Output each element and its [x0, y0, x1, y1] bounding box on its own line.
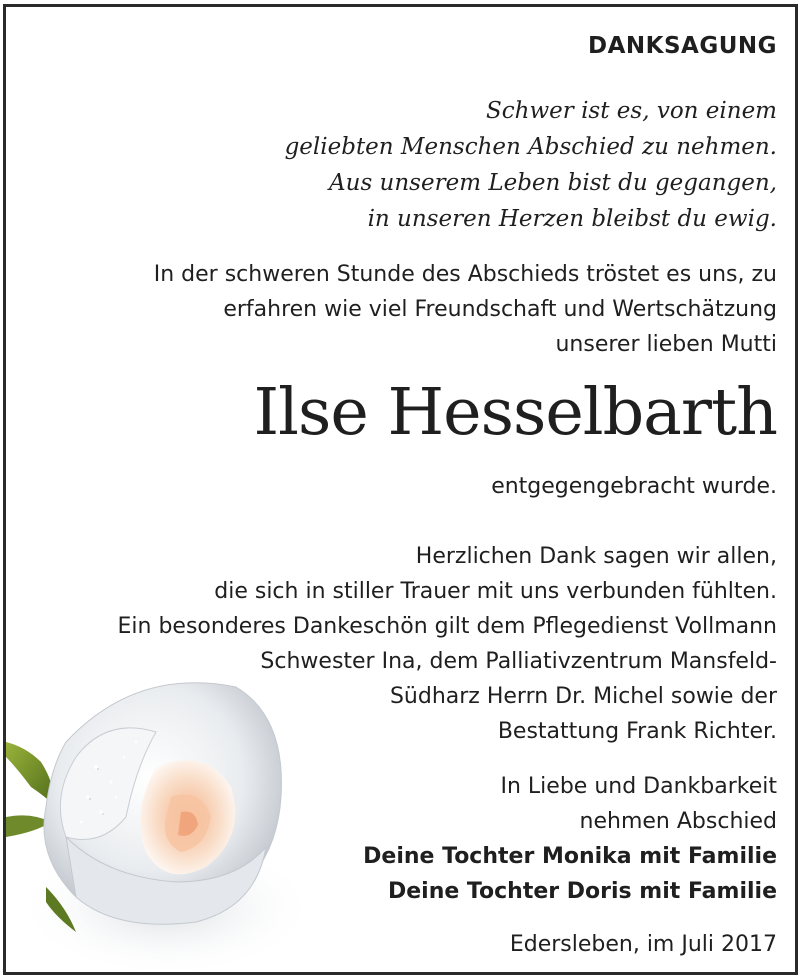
intro-line: In der schweren Stunde des Abschieds tröstet es uns, zu — [153, 262, 777, 287]
obituary-frame — [3, 4, 798, 975]
thanks-line: Ein besonderes Dankeschön gilt dem Pflegedienst Vollmann — [117, 614, 777, 639]
thanks-line: Herzlichen Dank sagen wir allen, — [415, 544, 777, 569]
intro-line: erfahren wie viel Freundschaft und Wertschätzung — [223, 297, 777, 322]
intro-paragraph — [154, 257, 777, 362]
thanks-paragraph — [118, 539, 777, 749]
poem-line: geliebten Menschen Abschied zu nehmen. — [284, 134, 777, 160]
heading: DANKSAGUNG — [587, 33, 777, 59]
thanks-line: die sich in stiller Trauer mit uns verbunden fühlten. — [214, 579, 777, 604]
signatories — [363, 839, 777, 909]
closing-line: nehmen Abschied — [579, 809, 777, 834]
poem-line: Aus unserem Leben bist du gegangen, — [329, 170, 777, 196]
thanks-line: Schwester Ina, dem Palliativzentrum Mansfeld- — [260, 649, 777, 674]
poem-line: in unseren Herzen bleibst du ewig. — [367, 206, 777, 232]
thanks-line: Bestattung Frank Richter. — [497, 719, 777, 744]
signatory: Deine Tochter Doris mit Familie — [387, 879, 777, 904]
thanks-line: Südharz Herrn Dr. Michel sowie der — [389, 684, 777, 709]
signatory: Deine Tochter Monika mit Familie — [363, 844, 777, 869]
poem-line: Schwer ist es, von einem — [486, 98, 777, 124]
intro-line: unserer lieben Mutti — [555, 332, 777, 357]
after-name-text: entgegengebracht wurde. — [491, 474, 777, 499]
poem — [285, 93, 777, 237]
place-date: Edersleben, im Juli 2017 — [509, 932, 777, 957]
closing-text — [501, 769, 778, 839]
closing-line: In Liebe und Dankbarkeit — [500, 774, 777, 799]
deceased-name: Ilse Hesselbarth — [253, 375, 777, 450]
